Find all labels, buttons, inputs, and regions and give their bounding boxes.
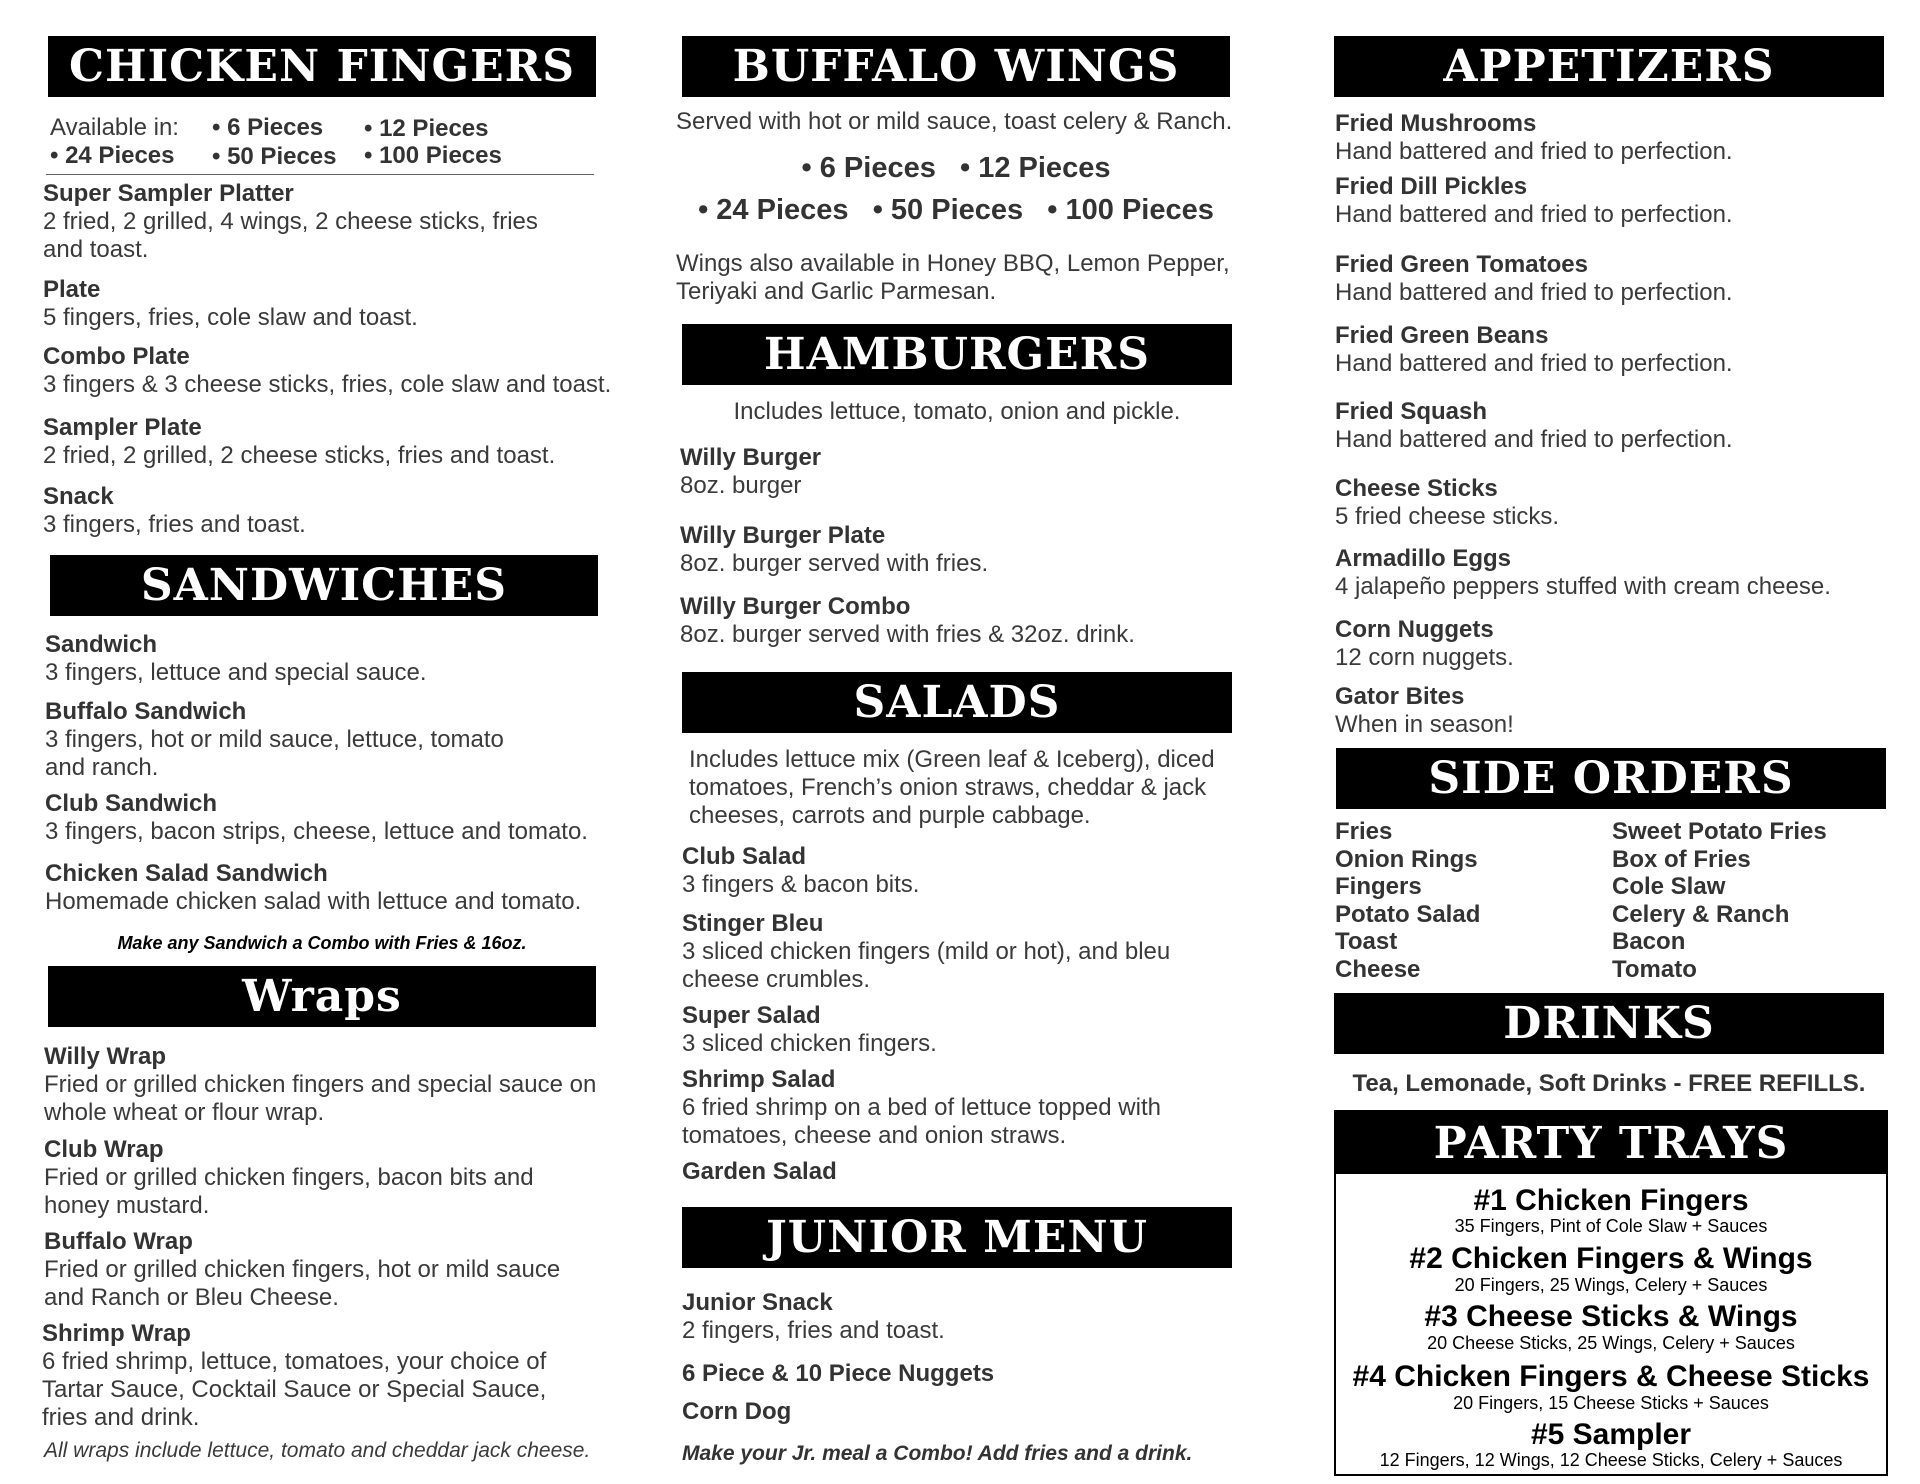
size-100: • 100 Pieces: [364, 142, 502, 169]
list-item: Onion Rings: [1335, 845, 1478, 873]
buffalo-wings-header: BUFFALO WINGS: [682, 36, 1230, 97]
menu-item: Gator Bites When in season!: [1335, 683, 1514, 738]
wraps-header: Wraps: [48, 966, 596, 1027]
tray-4-desc: 20 Fingers, 15 Cheese Sticks + Sauces: [1453, 1393, 1769, 1413]
menu-item: Corn Nuggets 12 corn nuggets.: [1335, 616, 1514, 671]
menu-item: Chicken Salad Sandwich Homemade chicken salad with lettuce and tomato.: [45, 860, 582, 915]
menu-item: Junior Snack 2 fingers, fries and toast.: [682, 1289, 945, 1344]
hamburgers-header: HAMBURGERS: [682, 324, 1232, 385]
list-item: Bacon: [1612, 928, 1686, 955]
tray-5-name: #5 Sampler: [1530, 1418, 1692, 1451]
drinks-text: Tea, Lemonade, Soft Drinks - FREE REFILLS.: [1352, 1070, 1866, 1097]
list-item: Cheese: [1335, 955, 1421, 983]
tray-1-name: #1 Chicken Fingers: [1473, 1184, 1749, 1217]
menu-item: 6 Piece & 10 Piece Nuggets: [682, 1360, 995, 1387]
menu-item: Super Sampler Platter 2 fried, 2 grilled, 4 wings, 2 cheese sticks, fries and toast.: [43, 180, 538, 263]
menu-item: Willy Burger Combo 8oz. burger served with fries & 32oz. drink.: [680, 593, 1135, 648]
tray-4-name: #4 Chicken Fingers & Cheese Sticks: [1352, 1360, 1870, 1393]
list-item: Sweet Potato Fries: [1612, 818, 1827, 845]
size-24: • 24 Pieces: [50, 142, 175, 169]
menu-item: Fried Squash Hand battered and fried to perfection.: [1335, 398, 1733, 453]
list-item: Celery & Ranch: [1612, 900, 1790, 928]
tray-3-desc: 20 Cheese Sticks, 25 Wings, Celery + Sauces: [1427, 1333, 1795, 1353]
party-trays-box: [1334, 1110, 1888, 1476]
wraps-note: All wraps include lettuce, tomato and cheddar jack cheese.: [44, 1439, 591, 1462]
menu-item: Buffalo Wrap Fried or grilled chicken fingers, hot or mild sauce and Ranch or Bleu Cheese.: [44, 1228, 561, 1311]
wings-sizes-row2: • 24 Pieces • 50 Pieces • 100 Pieces: [698, 194, 1214, 226]
menu-item: Stinger Bleu 3 sliced chicken fingers (mild or hot), and bleu cheese crumbles.: [682, 910, 1171, 993]
size-6: • 6 Pieces: [212, 114, 324, 141]
sandwiches-header: SANDWICHES: [50, 555, 598, 616]
party-trays-header: PARTY TRAYS: [1336, 1112, 1886, 1174]
junior-menu-header: JUNIOR MENU: [682, 1207, 1232, 1268]
menu-item: Sandwich 3 fingers, lettuce and special sauce.: [45, 631, 427, 686]
menu-item: Plate 5 fingers, fries, cole slaw and toast.: [43, 276, 418, 331]
menu-item: Willy Burger Plate 8oz. burger served with fries.: [680, 522, 989, 577]
wings-flavors-note: Wings also available in Honey BBQ, Lemon Pepper, Teriyaki and Garlic Parmesan.: [676, 250, 1230, 305]
wings-sizes-row1: • 6 Pieces • 12 Pieces: [801, 152, 1111, 184]
size-12: • 12 Pieces: [364, 115, 489, 142]
side-orders-left: [1335, 818, 1480, 983]
list-item: Box of Fries: [1612, 845, 1751, 873]
tray-2-desc: 20 Fingers, 25 Wings, Celery + Sauces: [1454, 1275, 1768, 1295]
hamburgers-intro: Includes lettuce, tomato, onion and pickle.: [733, 398, 1181, 425]
menu-item: Fried Mushrooms Hand battered and fried to perfection.: [1335, 110, 1733, 165]
salads-header: SALADS: [682, 672, 1232, 733]
menu-item: Cheese Sticks 5 fried cheese sticks.: [1335, 475, 1560, 530]
side-orders-right: [1612, 818, 1827, 983]
menu-item: Fried Green Tomatoes Hand battered and fried to perfection.: [1335, 251, 1733, 306]
drinks-header: DRINKS: [1334, 993, 1884, 1054]
list-item: Fries: [1335, 818, 1393, 845]
menu-item: Shrimp Wrap 6 fried shrimp, lettuce, tomatoes, your choice of Tartar Sauce, Cocktail Sauce or Special Sauce, fries and drink.: [42, 1320, 547, 1431]
menu-item: Armadillo Eggs 4 jalapeño peppers stuffed with cream cheese.: [1335, 545, 1831, 600]
menu-item: Willy Wrap Fried or grilled chicken fingers and special sauce on whole wheat or flour wrap.: [44, 1043, 597, 1126]
side-orders-header: SIDE ORDERS: [1336, 748, 1886, 809]
menu-item: Garden Salad: [682, 1158, 837, 1185]
menu-item: Buffalo Sandwich 3 fingers, hot or mild sauce, lettuce, tomato and ranch.: [45, 698, 504, 781]
appetizers-header: APPETIZERS: [1334, 36, 1884, 97]
menu-item: Club Salad 3 fingers & bacon bits.: [682, 843, 920, 898]
junior-combo-note: Make your Jr. meal a Combo! Add fries and a drink.: [682, 1442, 1193, 1465]
menu-item: Fried Green Beans Hand battered and fried to perfection.: [1335, 322, 1733, 377]
tray-5-desc: 12 Fingers, 12 Wings, 12 Cheese Sticks, Celery + Sauces: [1379, 1450, 1843, 1470]
tray-3-name: #3 Cheese Sticks & Wings: [1424, 1300, 1798, 1333]
list-item: Cole Slaw: [1612, 873, 1726, 900]
sandwich-combo-note: Make any Sandwich a Combo with Fries & 16oz.: [117, 933, 527, 953]
list-item: Fingers: [1335, 873, 1422, 900]
divider: [46, 174, 594, 175]
size-50: • 50 Pieces: [212, 143, 337, 170]
chicken-fingers-header: CHICKEN FINGERS: [48, 36, 596, 97]
menu-item: Club Sandwich 3 fingers, bacon strips, cheese, lettuce and tomato.: [45, 790, 588, 845]
menu-item: Shrimp Salad 6 fried shrimp on a bed of lettuce topped with tomatoes, cheese and onion straws.: [682, 1066, 1161, 1149]
menu-item: Willy Burger 8oz. burger: [680, 444, 822, 499]
list-item: Potato Salad: [1335, 900, 1481, 928]
list-item: Tomato: [1612, 955, 1697, 983]
menu-item: Corn Dog: [682, 1398, 792, 1425]
tray-2-name: #2 Chicken Fingers & Wings: [1409, 1242, 1813, 1275]
menu-item: Fried Dill Pickles Hand battered and fried to perfection.: [1335, 173, 1733, 228]
menu-item: Snack 3 fingers, fries and toast.: [43, 483, 306, 538]
menu-item: Combo Plate 3 fingers & 3 cheese sticks, fries, cole slaw and toast.: [43, 343, 612, 398]
menu-item: Super Salad 3 sliced chicken fingers.: [682, 1002, 937, 1057]
tray-1-desc: 35 Fingers, Pint of Cole Slaw + Sauces: [1454, 1216, 1768, 1236]
salads-intro: Includes lettuce mix (Green leaf & Iceberg), diced tomatoes, French’s onion straws, cheddar & jack cheeses, carrots and purple cabbage.: [689, 746, 1215, 829]
available-in-label: Available in:: [50, 114, 179, 141]
wings-intro: Served with hot or mild sauce, toast celery & Ranch.: [676, 108, 1233, 135]
menu-item: Sampler Plate 2 fried, 2 grilled, 2 cheese sticks, fries and toast.: [43, 414, 556, 469]
menu-item: Club Wrap Fried or grilled chicken fingers, bacon bits and honey mustard.: [44, 1136, 534, 1219]
list-item: Toast: [1335, 928, 1398, 955]
